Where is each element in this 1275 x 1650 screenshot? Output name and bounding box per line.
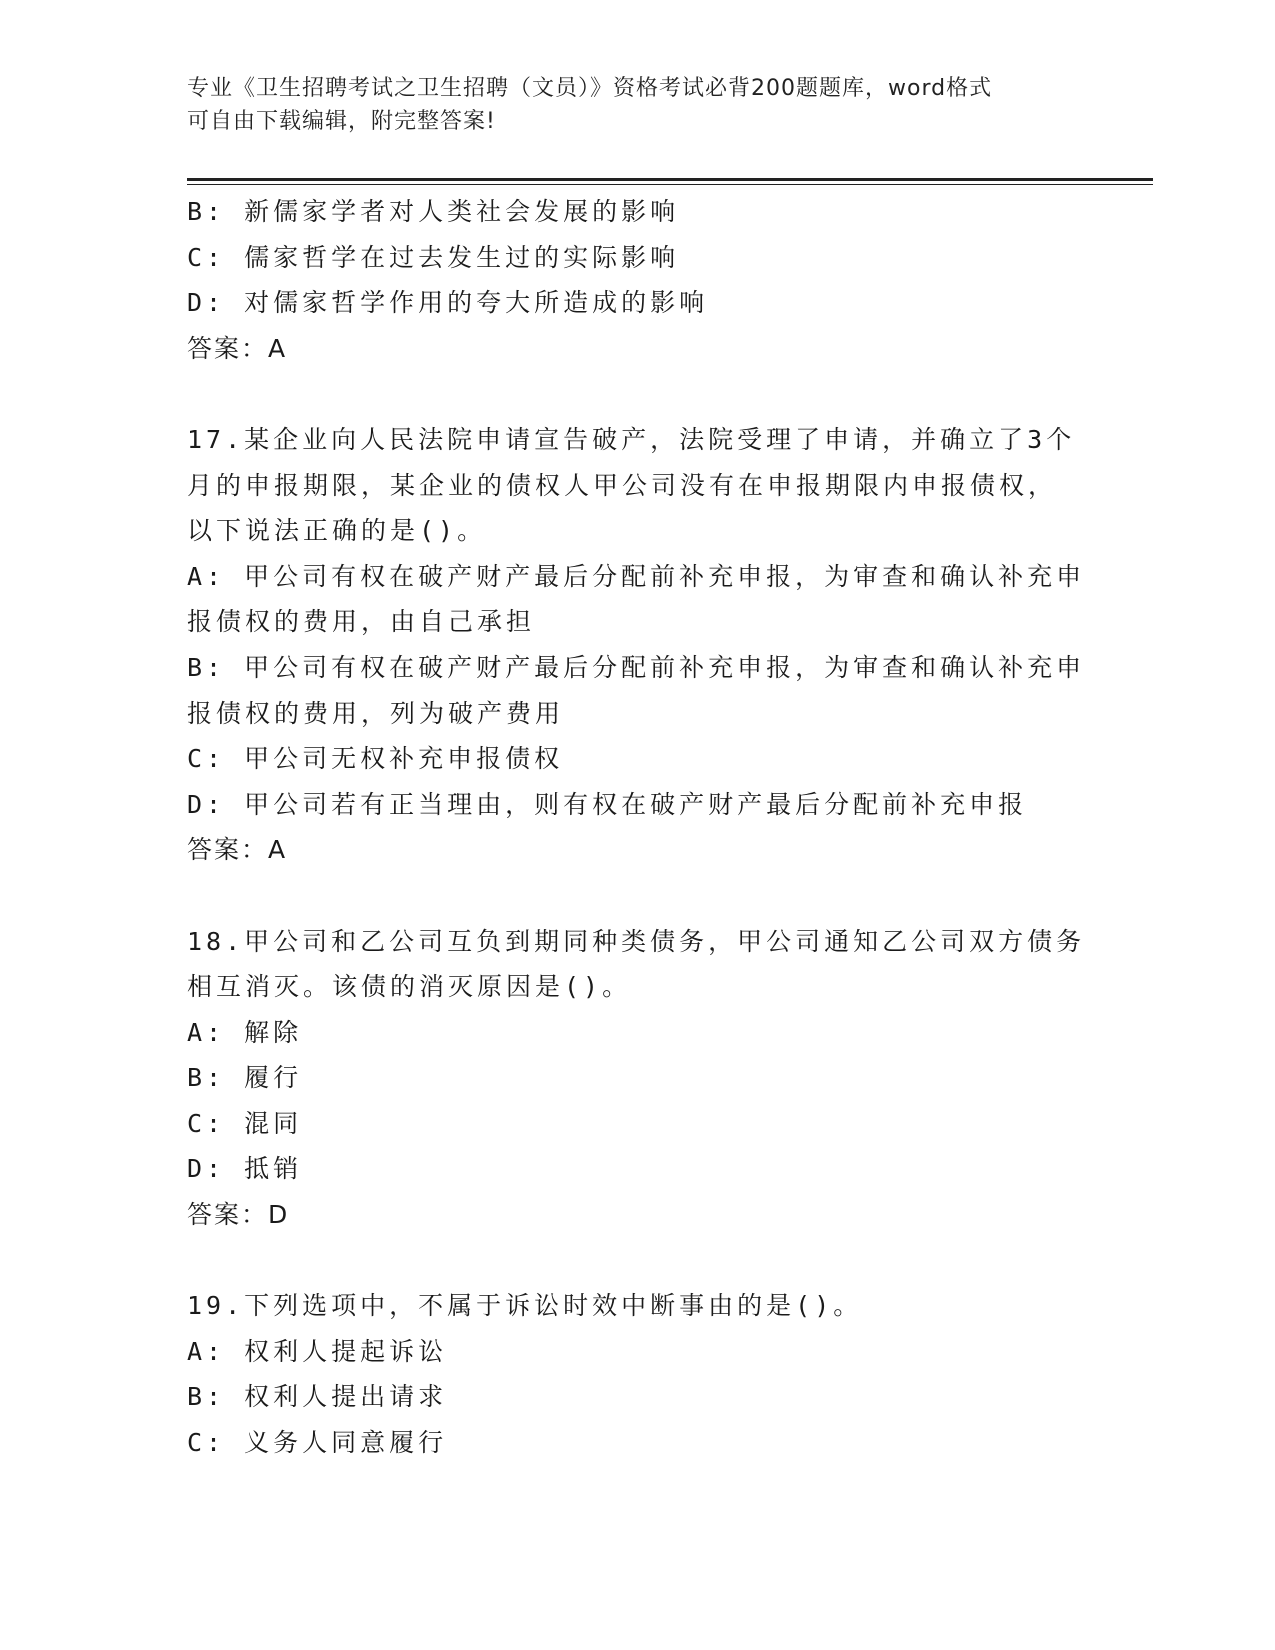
spacer	[187, 1238, 1087, 1284]
header-divider-thick	[187, 178, 1153, 181]
question-stem-line: 月的申报期限，某企业的债权人甲公司没有在申报期限内申报债权，	[187, 470, 1058, 500]
option-c: C: 甲公司无权补充申报债权	[187, 744, 564, 774]
option-d: D: 对儒家哲学作用的夸大所造成的影响	[187, 288, 709, 318]
question-18	[187, 919, 1087, 1238]
option-a-continued: 报债权的费用，由自己承担	[187, 607, 536, 637]
option-b-continued: 报债权的费用，列为破产费用	[187, 698, 565, 728]
answer-line: 答案：D	[187, 1200, 290, 1230]
question-16-continued	[187, 189, 1087, 371]
answer-line: 答案：A	[187, 333, 288, 363]
header-line-1: 专业《卫生招聘考试之卫生招聘（文员）》资格考试必背200题题库，word格式	[187, 76, 993, 101]
option-b: B: 甲公司有权在破产财产最后分配前补充申报，为审查和确认补充申	[187, 652, 1086, 682]
option-d: D: 甲公司若有正当理由，则有权在破产财产最后分配前补充申报	[187, 789, 1028, 819]
option-a: A: 权利人提起诉讼	[187, 1336, 448, 1366]
question-stem-line: 18.甲公司和乙公司互负到期同种类债务，甲公司通知乙公司双方债务	[187, 926, 1086, 956]
question-stem-line: 相互消灭。该债的消灭原因是()。	[187, 972, 632, 1002]
spacer	[187, 873, 1087, 919]
document-body	[187, 189, 1087, 1466]
option-a: A: 甲公司有权在破产财产最后分配前补充申报，为审查和确认补充申	[187, 561, 1086, 591]
spacer	[187, 371, 1087, 417]
header-line-2: 可自由下载编辑，附完整答案!	[187, 109, 496, 134]
option-b: B: 履行	[187, 1063, 303, 1093]
option-b: B: 新儒家学者对人类社会发展的影响	[187, 197, 680, 226]
option-c: C: 儒家哲学在过去发生过的实际影响	[187, 242, 680, 272]
question-17	[187, 417, 1087, 873]
question-19	[187, 1283, 1087, 1465]
option-a: A: 解除	[187, 1017, 303, 1047]
question-stem-line: 17.某企业向人民法院申请宣告破产，法院受理了申请，并确立了3个	[187, 424, 1076, 454]
option-d: D: 抵销	[187, 1154, 303, 1184]
option-c: C: 义务人同意履行	[187, 1428, 448, 1458]
option-c: C: 混同	[187, 1108, 303, 1138]
header-divider-thin	[187, 184, 1153, 185]
answer-line: 答案：A	[187, 835, 288, 865]
question-stem-line: 以下说法正确的是()。	[187, 516, 487, 546]
document-header	[187, 72, 1067, 138]
option-b: B: 权利人提出请求	[187, 1382, 448, 1412]
question-stem-line: 19.下列选项中，不属于诉讼时效中断事由的是()。	[187, 1291, 863, 1321]
